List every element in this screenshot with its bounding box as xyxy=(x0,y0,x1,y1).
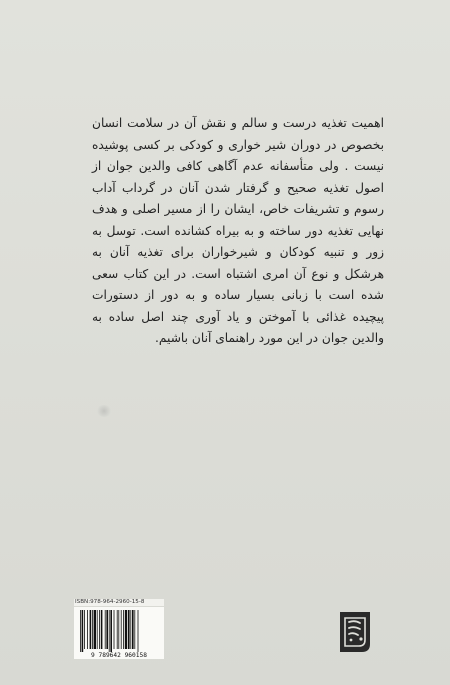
barcode-bar xyxy=(123,610,124,649)
barcode-bar xyxy=(82,610,84,652)
barcode-bar xyxy=(106,610,108,649)
barcode-bar xyxy=(109,610,110,652)
isbn-block xyxy=(74,599,164,659)
barcode-bar xyxy=(130,610,131,649)
barcode-bar xyxy=(110,610,112,652)
publisher-logo-icon xyxy=(338,610,372,654)
barcode-bar xyxy=(101,610,103,649)
smudge-mark xyxy=(96,405,112,417)
barcode-bar xyxy=(134,610,135,649)
barcode-icon xyxy=(74,607,164,659)
barcode-bar xyxy=(92,610,93,649)
barcode-bar xyxy=(125,610,127,649)
barcode-bar xyxy=(132,610,134,649)
barcode-bar xyxy=(118,610,119,649)
barcode-bar xyxy=(97,610,98,649)
barcode-bar xyxy=(128,610,130,649)
barcode-bar xyxy=(87,610,88,649)
barcode-bar xyxy=(80,610,81,652)
barcode-bar xyxy=(117,610,118,649)
barcode-bar xyxy=(90,610,92,649)
barcode-bar xyxy=(99,610,100,649)
barcode-bar xyxy=(114,610,115,649)
barcode-digits: 9 789642 960158 xyxy=(91,652,147,659)
barcode-bar xyxy=(105,610,106,649)
blurb-paragraph: اهمیت تغذیه درست و سالم و نقش آن در سلامت انسان بخصوص در دوران شیر خواری و کودکی بر کسی پوشیده نیست . ولی متأسفانه عدم آگاهی کافی والدین جوان از اصول تغذیه صحیح و گرفتار شدن آنان در گرداب آداب رسوم و تشریفات خاص، ایشان را از مسیر اصلی و هدف نهایی تغذیه دور ساخته و به بیراه کشانده است. توسل به زور و تنبیه کودکان و شیرخواران برای تغذیه آنان به هرشکل و نوع آن امری اشتباه است. در این کتاب سعی شده است با زبانی بسیار ساده و به دور از دستورات پیچیده غذائی با آموختن و یاد آوری چند اصل ساده به والدین جوان در این مورد راهنمای آنان باشیم. xyxy=(92,116,384,345)
barcode-bar xyxy=(121,610,122,649)
isbn-label: ISBN:978-964-2960-15-8 xyxy=(74,599,164,606)
barcode-bar xyxy=(138,610,139,652)
blurb-text-block xyxy=(92,113,384,350)
barcode-bar xyxy=(94,610,96,649)
barcode-bar xyxy=(84,610,85,649)
